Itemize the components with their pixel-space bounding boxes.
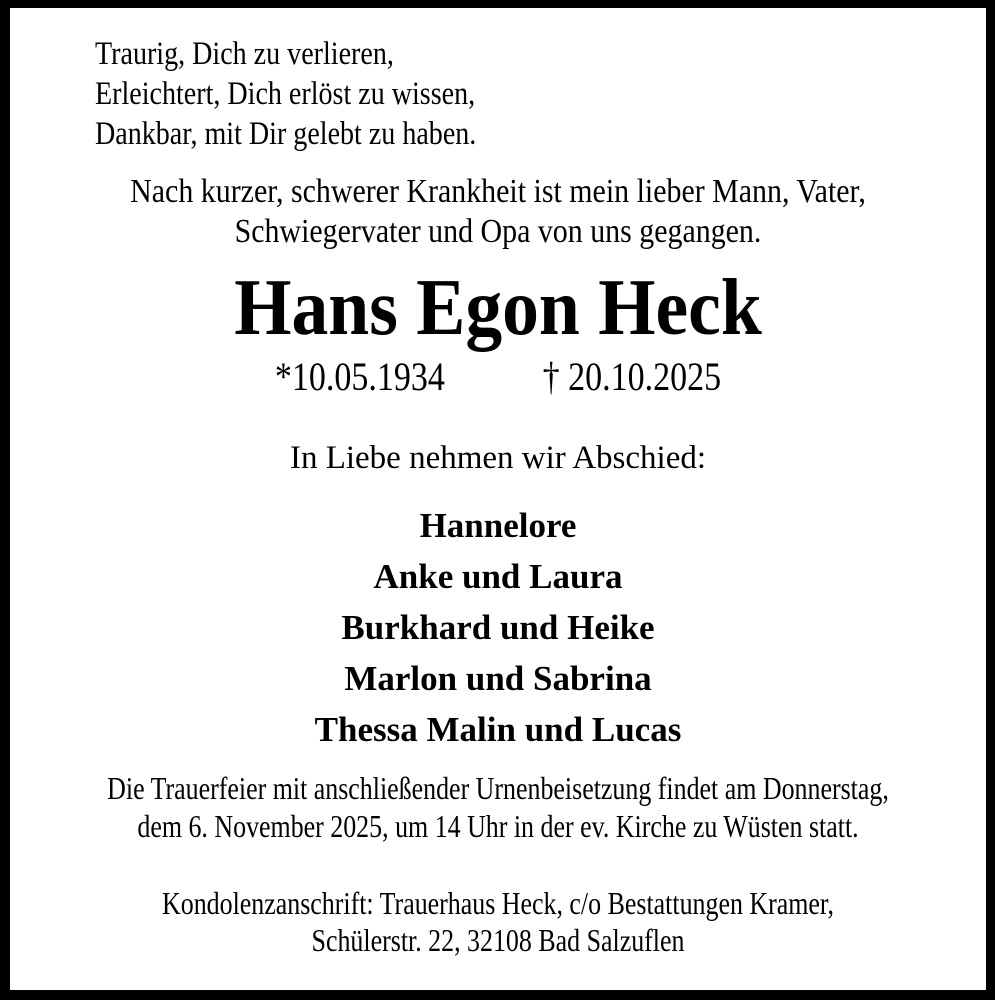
life-dates — [83, 354, 913, 400]
announcement-line: Nach kurzer, schwerer Krankheit ist mein lieber Mann, Vater, — [130, 173, 866, 210]
death-date: † 20.10.2025 — [542, 354, 722, 399]
service-info — [103, 769, 894, 845]
condolence-line: Kondolenzanschrift: Trauerhaus Heck, c/o Bestattungen Kramer, — [162, 885, 834, 921]
poem-line: Traurig, Dich zu verlieren, — [95, 36, 394, 72]
birth-date: *10.05.1934 — [274, 354, 445, 399]
memorial-poem — [95, 34, 852, 154]
mourner-name: Burkhard und Heike — [341, 608, 655, 647]
death-announcement — [69, 172, 928, 252]
mourners-list — [10, 500, 986, 755]
farewell-line: In Liebe nehmen wir Abschied: — [289, 440, 707, 476]
poem-line: Erleichtert, Dich erlöst zu wissen, — [95, 76, 476, 112]
announcement-line: Schwiegervater und Opa von uns gegangen. — [234, 213, 762, 250]
service-line: dem 6. November 2025, um 14 Uhr in der ev. Kirche zu Wüsten statt. — [137, 808, 859, 844]
condolence-address — [103, 885, 894, 959]
mourner-name: Anke und Laura — [373, 557, 623, 596]
poem-line: Dankbar, mit Dir gelebt zu haben. — [95, 116, 477, 152]
service-line: Die Trauerfeier mit anschließender Urnenbeisetzung findet am Donnerstag, — [107, 770, 889, 806]
mourner-name: Hannelore — [419, 506, 577, 545]
deceased-name: Hans Egon Heck — [234, 264, 762, 352]
condolence-line: Schülerstr. 22, 32108 Bad Salzuflen — [311, 922, 685, 958]
mourner-name: Marlon und Sabrina — [344, 659, 652, 698]
mourner-name: Thessa Malin und Lucas — [314, 710, 682, 749]
